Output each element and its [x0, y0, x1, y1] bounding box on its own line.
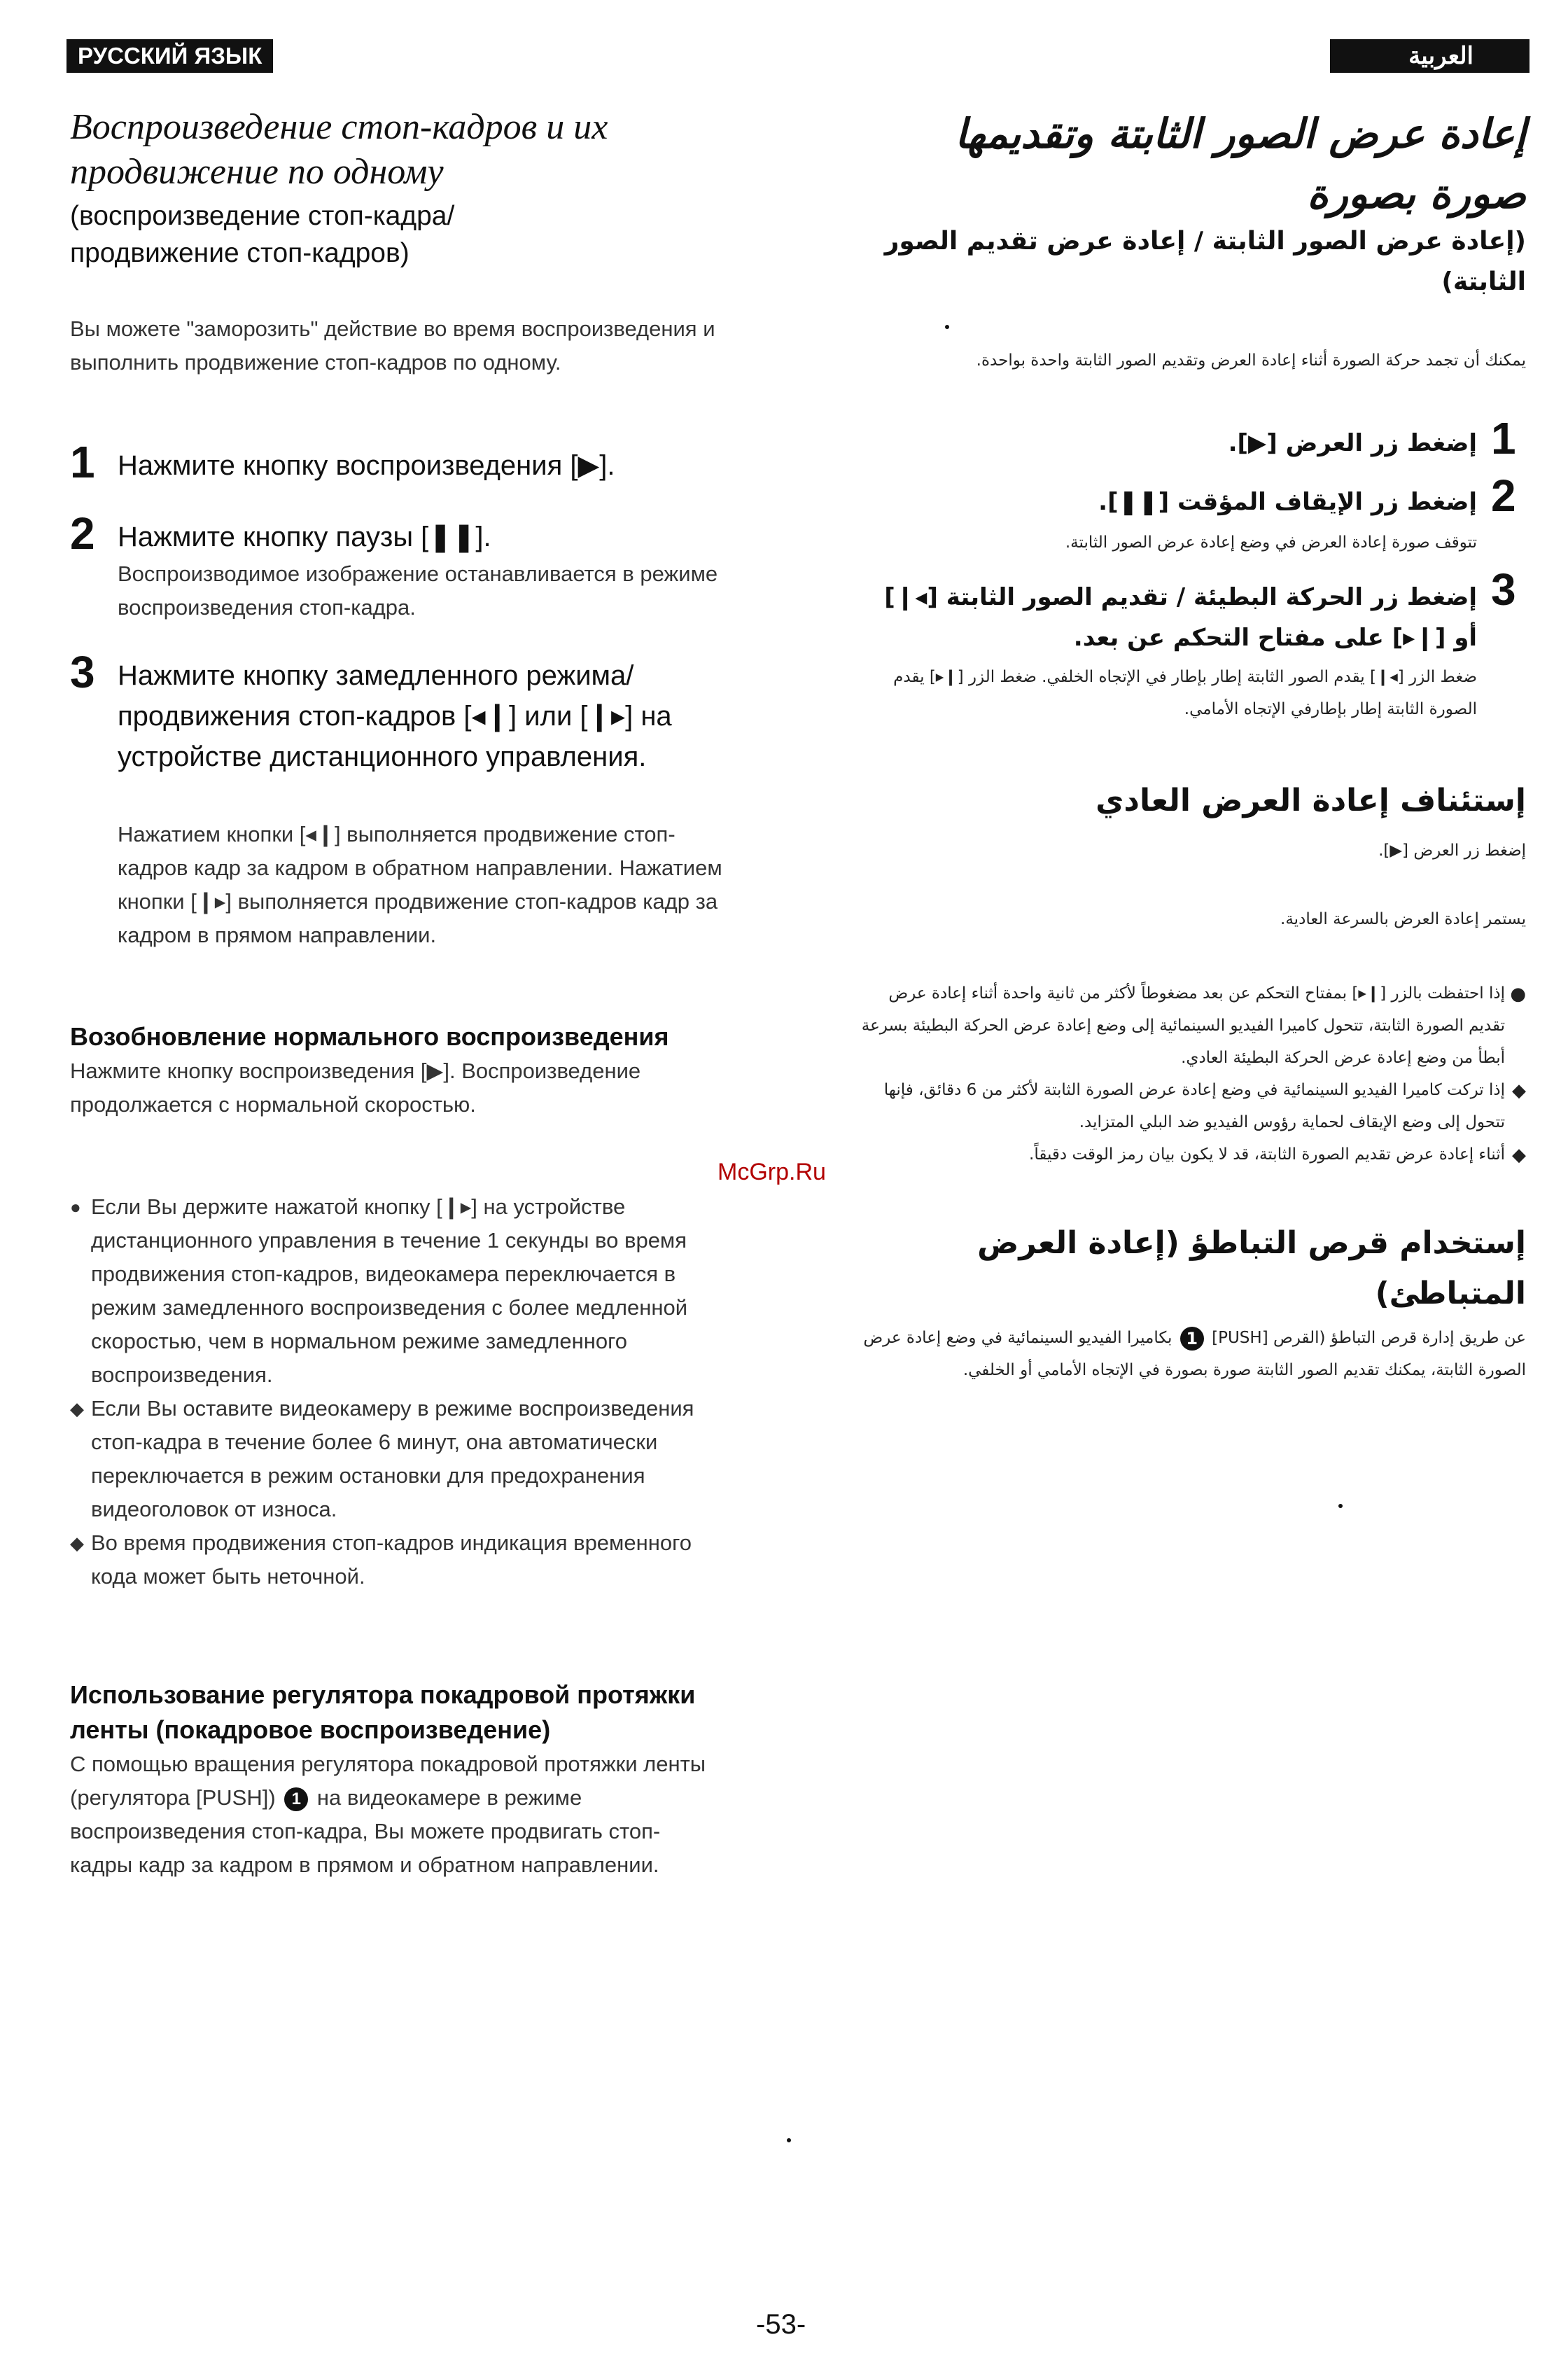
ru-note-text: Если Вы оставите видеокамеру в режиме воспроизведения стоп-кадра в течение более 6 минут, она автоматически переключается в режим остановки для предохранения видеоголовок от износа. — [91, 1396, 694, 1521]
ru-jog-body — [70, 1747, 721, 1882]
ru-step-3-number: 3 — [70, 647, 95, 697]
diamond-bullet-icon: ◆ — [1512, 1080, 1526, 1101]
bullet-icon: ● — [1510, 984, 1526, 1005]
ru-step-1-heading: Нажмите кнопку воспроизведения [▶]. — [118, 450, 615, 481]
diamond-bullet-icon: ◆ — [70, 1533, 84, 1554]
ar-step-3-number: 3 — [1491, 564, 1516, 615]
ru-step-1-number: 1 — [70, 437, 95, 487]
ar-resume-body: يستمر إعادة العرض بالسرعة العادية. — [1280, 910, 1526, 928]
ar-step-3-body: ضغط الزر [◂❙] يقدم الصور الثابتة إطار بإطار في الإتجاه الخلفي. ضغط الزر [❙▸] يقدم الصورة الثابتة إطار بإطارفي الإتجاه الأمامي. — [893, 668, 1477, 718]
ru-note-text: Если Вы держите нажатой кнопку [❙▸] на устройстве дистанционного управления в течение 1 секунды во время продвижения стоп-кадров, видеокамера переключается в режим замедленного воспроизведения с более медленной скоростью, чем в нормальном режиме замедленного воспроизведения. — [91, 1194, 688, 1387]
ar-resume-press: إضغط زر العرض [▶]. — [1378, 842, 1526, 860]
ar-note-item — [861, 977, 1526, 1074]
ru-resume-heading: Возобновление нормального воспроизведения — [70, 1022, 669, 1051]
ar-note-text: إذا احتفظت بالزر [❙▸] بمفتاح التحكم عن بعد مضغوطاً لأكثر من ثانية واحدة أثناء إعادة عرض تقديم الصورة الثابتة، تتحول كاميرا الفيديو السينمائية إلى وضع إعادة عرض الحركة البطيئة بسرعة أبطأ من وضع إعادة عرض الحركة البطيئة العادي. — [861, 984, 1505, 1067]
watermark-text: McGrp.Ru — [718, 1159, 826, 1185]
diamond-bullet-icon: ◆ — [70, 1398, 84, 1419]
ru-step-3-body: Нажатием кнопки [◂❙] выполняется продвижение стоп-кадров кадр за кадром в обратном направлении. Нажатием кнопки [❙▸] выполняется продвижение стоп-кадров кадр за кадром в прямом направлении. — [118, 822, 722, 947]
ar-notes-list — [861, 977, 1526, 1172]
ar-note-text: أثناء إعادة عرض تقديم الصورة الثابتة، قد لا يكون بيان رمز الوقت دقيقاً. — [1029, 1145, 1505, 1164]
bullet-icon: ● — [70, 1197, 81, 1218]
language-tag-arabic: العربية — [1330, 39, 1530, 73]
ar-step-3-heading: إضغط زر الحركة البطيئة / تقديم الصور الثابتة [◂❙] أو [❙▸] على مفتاح التحكم عن بعد. — [884, 583, 1477, 652]
ar-jog-body — [861, 1322, 1526, 1386]
ru-page-title: Воспроизведение стоп-кадров и их продвижение по одному — [70, 107, 608, 192]
number-circle-icon: 1 — [284, 1787, 308, 1811]
ru-note-item — [70, 1526, 742, 1593]
ru-note-text: Во время продвижения стоп-кадров индикация временного кода может быть неточной. — [91, 1530, 692, 1589]
ru-step-2-body: Воспроизводимое изображение останавливается в режиме воспроизведения стоп-кадра. — [118, 561, 718, 620]
ru-jog-heading: Использование регулятора покадровой протяжки ленты (покадровое воспроизведение) — [70, 1680, 696, 1744]
ar-note-item — [861, 1074, 1526, 1138]
ru-step-2-heading: Нажмите кнопку паузы [❚❚]. — [118, 522, 491, 552]
ar-page-subtitle: (إعادة عرض الصور الثابتة / إعادة عرض تقديم الصور الثابتة) — [884, 227, 1526, 296]
ar-note-item — [861, 1138, 1526, 1172]
ru-resume-body: Нажмите кнопку воспроизведения [▶]. Воспроизведение продолжается с нормальной скоростью. — [70, 1059, 641, 1117]
ru-note-item — [70, 1392, 742, 1526]
ru-jog-body-part1: С помощью вращения регулятора покадровой протяжки ленты (регулятора [PUSH]) — [70, 1752, 706, 1810]
ar-step-2-number: 2 — [1491, 470, 1516, 521]
decorative-dot — [945, 325, 949, 329]
ru-step-2-number: 2 — [70, 508, 95, 559]
decorative-dot — [1338, 1504, 1343, 1508]
diamond-bullet-icon: ◆ — [1512, 1145, 1526, 1166]
ru-intro-text: Вы можете "заморозить" действие во время воспроизведения и выполнить продвижение стоп-кадров по одному. — [70, 316, 715, 375]
ar-resume-heading: إستئناف إعادة العرض العادي — [1096, 783, 1526, 818]
ar-page-title: إعادة عرض الصور الثابتة وتقديمها صورة بصورة — [955, 110, 1526, 218]
ar-step-1-heading: إضغط زر العرض [▶]. — [1228, 429, 1477, 457]
ru-notes-list — [70, 1190, 742, 1593]
ar-jog-body-part2: بكاميرا الفيديو السينمائية في وضع إعادة عرض الصورة الثابتة، يمكنك تقديم الصور الثابتة صورة بصورة في الإتجاه الأمامي أو الخلفي. — [863, 1329, 1526, 1379]
ar-jog-heading: إستخدام قرص التباطؤ (إعادة العرض المتباطئ) — [977, 1225, 1526, 1311]
ru-jog-body-part2: на видеокамере в режиме воспроизведения стоп-кадра, Вы можете продвигать стоп-кадры кадр за кадром в прямом и обратном направлении. — [70, 1785, 661, 1877]
ar-intro-text: يمكنك أن تجمد حركة الصورة أثناء إعادة العرض وتقديم الصور الثابتة واحدة بواحدة. — [976, 351, 1526, 370]
decorative-dot — [787, 2138, 791, 2142]
page-number: -53- — [756, 2309, 806, 2340]
number-circle-icon: 1 — [1180, 1327, 1204, 1351]
language-tag-russian: РУССКИЙ ЯЗЫК — [66, 39, 273, 73]
ar-jog-body-part1: عن طريق إدارة قرص التباطؤ (القرص [PUSH] — [1212, 1329, 1526, 1347]
ru-note-item — [70, 1190, 742, 1392]
ar-step-1-number: 1 — [1491, 413, 1516, 463]
ar-step-2-heading: إضغط زر الإيقاف المؤقت [❚❚]. — [1098, 488, 1477, 516]
ru-step-3-heading: Нажмите кнопку замедленного режима/ продвижения стоп-кадров [◂❙] или [❙▸] на устройстве дистанционного управления. — [118, 660, 672, 772]
ar-step-2-body: تتوقف صورة إعادة العرض في وضع إعادة عرض الصور الثابتة. — [1065, 533, 1477, 552]
ar-note-text: إذا تركت كاميرا الفيديو السينمائية في وضع إعادة عرض الصورة الثابتة لأكثر من 6 دقائق، فإنها تتحول إلى وضع الإيقاف لحماية رؤوس الفيديو ضد البلي المتزايد. — [883, 1081, 1505, 1131]
ru-page-subtitle: (воспроизведение стоп-кадра/ продвижение стоп-кадров) — [70, 201, 455, 268]
